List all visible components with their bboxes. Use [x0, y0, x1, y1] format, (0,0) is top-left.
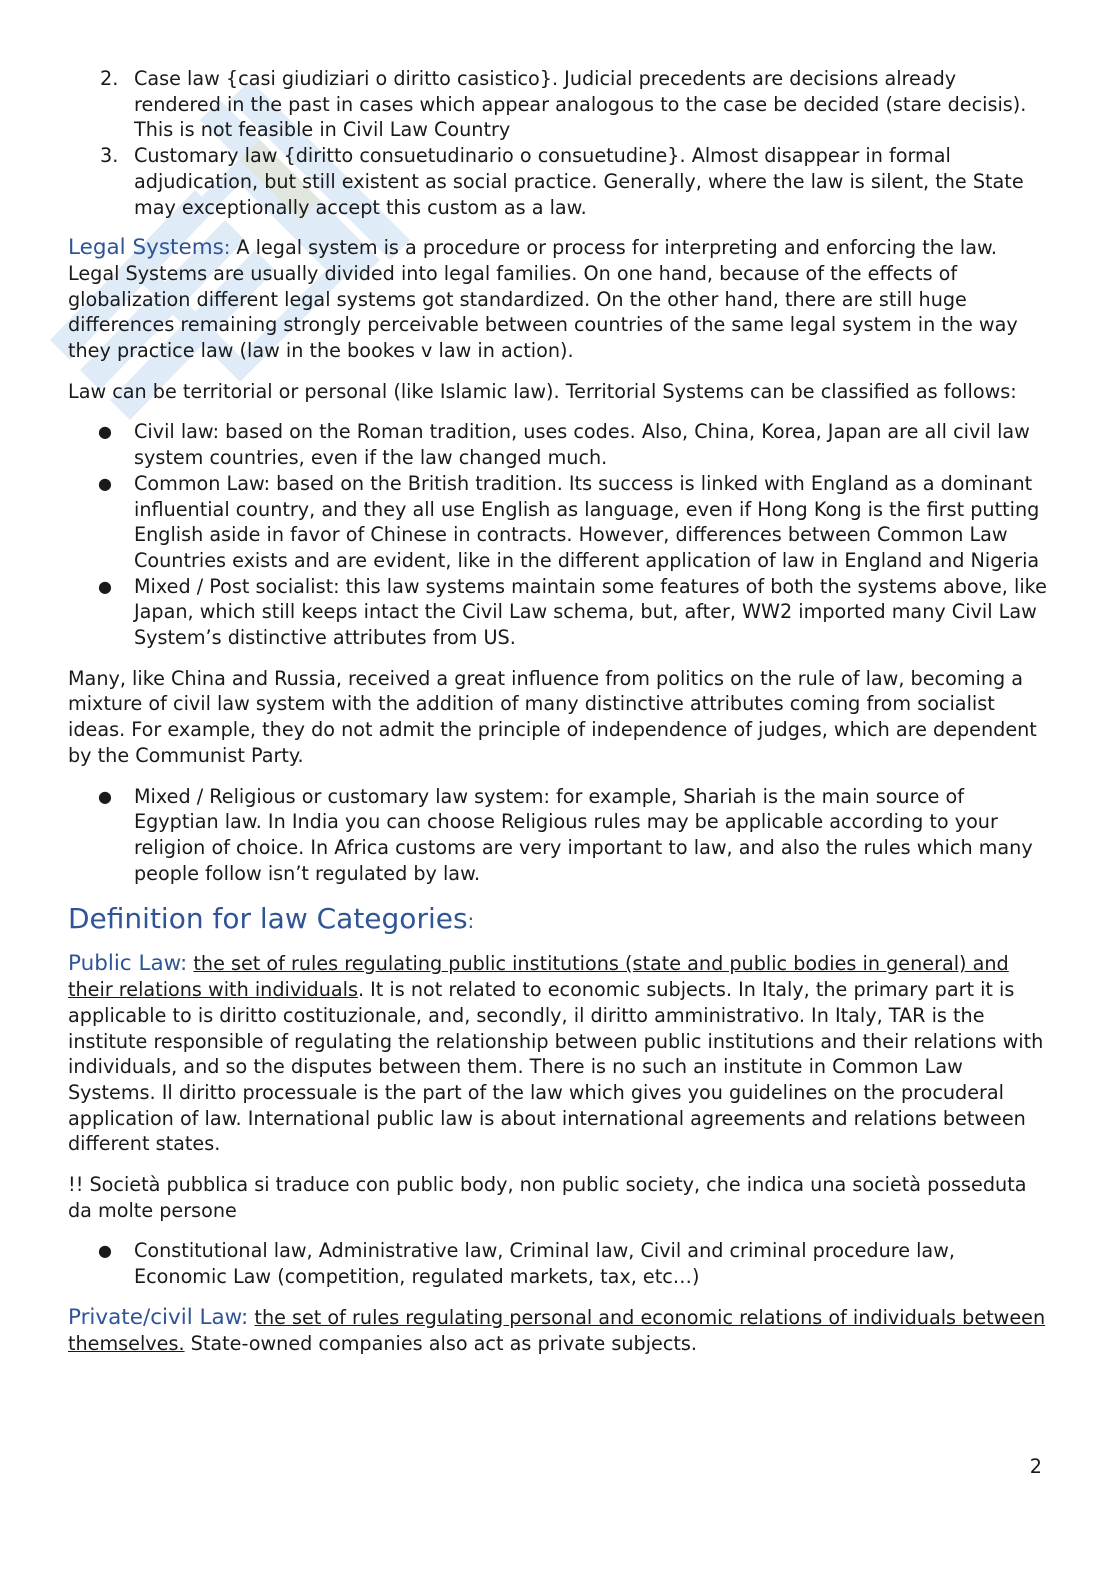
- list-item-text: Civil law: based on the Roman tradition, uses codes. Also, China, Korea, Japan are all civil law system countries, even if the law changed much.: [134, 420, 1030, 470]
- numbered-list: [68, 66, 1048, 220]
- list-item: [68, 784, 1048, 887]
- public-law-paragraph: [68, 951, 1048, 1157]
- list-item: [68, 471, 1048, 574]
- bullet-icon: ●: [98, 1241, 112, 1261]
- list-number: 3.: [100, 144, 119, 168]
- public-law-definition: the set of rules regulating public institutions (state and public bodies in general) and their relations with individuals: [68, 952, 1009, 1002]
- public-law-bullet-list: [68, 1238, 1048, 1289]
- bullet-icon: ●: [98, 786, 112, 806]
- list-number: 2.: [100, 67, 119, 90]
- list-item: [68, 1238, 1048, 1289]
- page-number: 2: [1029, 1455, 1042, 1478]
- bullet-icon: ●: [98, 422, 112, 442]
- list-item-text: Constitutional law, Administrative law, Criminal law, Civil and criminal procedure law, Economic Law (competition, regulated markets, tax, etc…): [134, 1239, 955, 1289]
- note-paragraph: !! Società pubblica si traduce con public body, non public society, che indica una società posseduta da molte persone: [68, 1173, 1027, 1222]
- private-law-text: State-owned companies also act as private subjects.: [184, 1331, 698, 1355]
- religious-bullet-list: [68, 784, 1048, 887]
- list-item: [68, 574, 1048, 651]
- legal-systems-paragraph: [68, 235, 1048, 364]
- list-item-text: Customary law {diritto consuetudinario o consuetudine}. Almost disappear in formal adjudication, but still existent as social practice. Generally, where the law is silent, the State may exceptionally accept this custom as a law.: [134, 144, 1024, 219]
- definition-heading: [68, 901, 1048, 939]
- list-item-text: Mixed / Religious or customary law system: for example, Shariah is the main source of Egyptian law. In India you can choose Religious rules may be applicable according to your religion of choice. In Africa customs are very important to law, and also the rules which many people follow isn’t regulated by law.: [134, 784, 1033, 885]
- list-item: [68, 66, 1048, 143]
- socialist-paragraph: Many, like China and Russia, received a great influence from politics on the rule of law, becoming a mixture of civil law system with the addition of many distinctive attributes coming from socialist ideas. For example, they do not admit the principle of independence of judges, which are dependent by the Communist Party.: [68, 666, 1037, 767]
- definition-heading-title: Definition for law Categories: [68, 902, 468, 936]
- list-item: [68, 419, 1048, 470]
- definition-heading-colon: :: [467, 909, 475, 934]
- legal-systems-text: A legal system is a procedure or process for interpreting and enforcing the law. Legal Systems are usually divided into legal families. On one hand, because of the effects of globalization different legal systems got standardized. On the other hand, there are still huge differences remaining strongly perceivable between countries of the same legal system in the way they practice law (law in the bookes v law in action).: [68, 236, 1018, 363]
- public-law-heading: Public Law:: [68, 951, 188, 977]
- bullet-icon: ●: [98, 576, 112, 596]
- bullet-icon: ●: [98, 473, 112, 493]
- private-law-definition: the set of rules regulating personal and economic relations of individuals between themselves.: [68, 1305, 1046, 1355]
- systems-bullet-list: [68, 419, 1048, 650]
- private-law-heading: Private/civil Law:: [68, 1304, 249, 1330]
- list-item: [68, 143, 1048, 220]
- list-item-text: Mixed / Post socialist: this law systems maintain some features of both the systems above, like Japan, which still keeps intact the Civil Law schema, but, after, WW2 imported many Civil Law System’s distinctive attributes from US.: [134, 574, 1047, 650]
- territorial-intro: Law can be territorial or personal (like Islamic law). Territorial Systems can be classified as follows:: [68, 379, 1017, 403]
- list-item-text: Case law {casi giudiziari o diritto casistico}. Judicial precedents are decisions already rendered in the past in cases which appear analogous to the case be decided (stare decisis). This is not feasible in Civil Law Country: [134, 67, 1027, 142]
- legal-systems-heading: Legal Systems: [68, 235, 224, 261]
- public-law-text: . It is not related to economic subjects. In Italy, the primary part it is applicable to is diritto costituzionale, and, secondly, il diritto amministrativo. In Italy, TAR is the institute responsible of regulating the relationship between public institutions and their relations with individuals, and so the disputes between them. There is no such an institute in Common Law Systems. Il diritto processuale is the part of the law which gives you guidelines on the procuderal application of law. International public law is about international agreements and relations between different states.: [68, 978, 1044, 1156]
- list-item-text: Common Law: based on the British tradition. Its success is linked with England as a dominant influential country, and they all use English as language, even if Hong Kong is the first putting English aside in favor of Chinese in contracts. However, differences between Common Law Countries exists and are evident, like in the different application of law in England and Nigeria: [134, 471, 1040, 572]
- legal-systems-colon: :: [223, 236, 231, 260]
- document-page: [68, 66, 1048, 1371]
- private-law-paragraph: [68, 1305, 1048, 1356]
